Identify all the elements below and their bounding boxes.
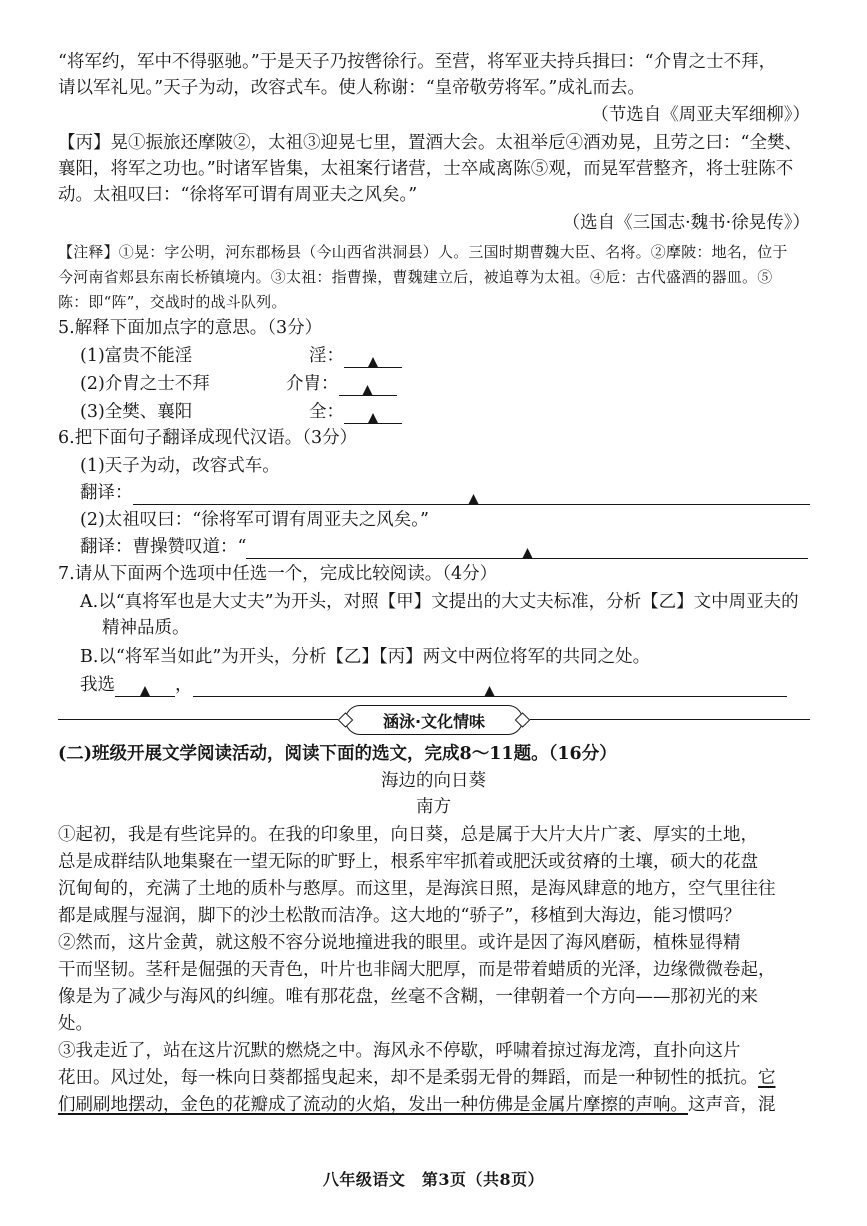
triangle-marker-icon: ▲ — [367, 410, 379, 426]
paragraph-1-line-4: 都是咸腥与湿润，脚下的沙土松散而洁净。这大地的“骄子”，移植到大海边，能习惯吗？ — [58, 906, 741, 926]
part-2-intro: (二)班级开展文学阅读活动，阅读下面的选文，完成8～11题。（16分） — [58, 744, 617, 764]
triangle-marker-icon: ▲ — [484, 683, 495, 697]
notes-line-1: 【注释】①晃：字公明，河东郡杨县（今山西省洪洞县）人。三国时期曹魏大臣、名将。②摩陂：地名，位于 — [58, 243, 788, 261]
passage-jia-line-2: 请以军礼见。”天子为动，改容式车。使人称谢：“皇帝敬劳将军。”成礼而去。 — [58, 78, 645, 98]
passage-bing-line-3: 动。太祖叹曰：“徐将军可谓有周亚夫之风矣。” — [58, 185, 418, 205]
answer-blank[interactable] — [344, 349, 402, 368]
question-5-title: 5.解释下面加点字的意思。（3分） — [58, 318, 323, 338]
q5-item-1-key: 淫： — [309, 346, 344, 366]
question-6-title: 6.把下面句子翻译成现代汉语。（3分） — [58, 428, 358, 448]
q6-translation-1-row — [58, 481, 810, 505]
section-banner — [345, 705, 523, 735]
q6-translation-2-label: 翻译：曹操赞叹道：“ — [80, 537, 247, 557]
notes-line-2: 今河南省郏县东南长桥镇境内。③太祖：指曹操，曹魏建立后，被追尊为太祖。④卮：古代盛酒的器皿。⑤ — [58, 268, 773, 286]
article-title: 海边的向日葵 — [381, 771, 486, 791]
passage-bing-line-1: 【丙】晃①振旅还摩陂②，太祖③迎晃七里，置酒大会。太祖举卮④酒劝晃，且劳之曰：“全樊、 — [58, 133, 802, 153]
banner-rule-left — [58, 719, 338, 720]
triangle-marker-icon: ▲ — [367, 354, 379, 370]
article-author: 南方 — [416, 797, 451, 817]
q6-translation-2-row — [58, 535, 810, 559]
q6-sentence-2: (2)太祖叹曰：“徐将军可谓有周亚夫之风矣。” — [80, 510, 429, 530]
page-footer: 八年级语文 第3页（共8页） — [322, 1170, 545, 1189]
triangle-marker-icon: ▲ — [139, 683, 151, 697]
section-banner-label: 涵泳·文化情味 — [382, 711, 486, 731]
answer-line[interactable] — [246, 540, 808, 559]
notes-line-3: 陈：即“阵”，交战时的战斗队列。 — [58, 293, 287, 311]
answer-blank[interactable] — [344, 405, 402, 424]
q7-option-a-line-2: 精神品质。 — [102, 618, 190, 638]
paragraph-2-line-3: 像是为了减少与海风的纠缠。唯有那花盘，丝毫不含糊，一律朝着一个方向——那初光的来 — [58, 987, 758, 1007]
source-citation-2: （选自《三国志·魏书·徐晃传》） — [562, 213, 810, 233]
passage-jia-line-1: “将军约，军中不得驱驰。”于是天子乃按辔徐行。至营，将军亚夫持兵揖曰：“介胄之士不拜， — [58, 52, 777, 72]
paragraph-2-line-4: 处。 — [58, 1014, 93, 1034]
q5-item-2-text: (2)介胄之士不拜 — [80, 374, 210, 394]
paragraph-3-line-3-tail: 这声音，混 — [688, 1095, 776, 1115]
passage-bing-line-2: 襄阳，将军之功也。”时诸军皆集，太祖案行诸营，士卒咸离陈⑤观，而晃军营整齐，将士驻陈不 — [58, 159, 794, 179]
source-citation-1: （节选自《周亚夫军细柳》） — [591, 105, 810, 125]
q5-item-3-key: 全： — [309, 402, 344, 422]
paragraph-2-line-2: 干而坚韧。茎秆是倔强的天青色，叶片也非阔大肥厚，而是带着蜡质的光泽，边缘微微卷起， — [58, 960, 776, 980]
q5-item-1-answer — [309, 344, 402, 368]
q5-item-1-text: (1)富贵不能淫 — [80, 346, 193, 366]
q7-answer-row — [58, 673, 810, 697]
paragraph-1-line-3: 沉甸甸的，充满了土地的质朴与憨厚。而这里，是海滨日照，是海风肆意的地方，空气里往往 — [58, 879, 776, 899]
q6-sentence-1: (1)天子为动，改容式车。 — [80, 456, 280, 476]
comma: ， — [175, 675, 193, 695]
q5-item-2-answer — [286, 372, 397, 396]
q5-item-3-answer — [309, 400, 402, 424]
paragraph-3-line-1: ③我走近了，站在这片沉默的燃烧之中。海风永不停歇，呼啸着掠过海龙湾，直扑向这片 — [58, 1041, 741, 1061]
underlined-sentence: 们刷刷地摆动，金色的花瓣成了流动的火焰，发出一种仿佛是金属片摩擦的声响。 — [58, 1095, 688, 1115]
q6-translation-1-label: 翻译： — [80, 483, 133, 503]
answer-blank[interactable] — [339, 377, 397, 396]
q7-option-a-line-1: A.以“真将军也是大丈夫”为开头，对照【甲】文提出的大丈夫标准，分析【乙】文中周亚夫的 — [80, 592, 799, 612]
underlined-sentence-start: 它 — [758, 1068, 776, 1088]
paragraph-2-line-1: ②然而，这片金黄，就这般不容分说地撞进我的眼里。或许是因了海风磨砺，植株显得精 — [58, 933, 741, 953]
paragraph-3-line-2 — [58, 1066, 810, 1090]
banner-rule-right — [530, 719, 810, 720]
q5-item-2-key: 介胄： — [286, 374, 339, 394]
q5-item-3-text: (3)全樊、襄阳 — [80, 402, 193, 422]
q7-option-b: B.以“将军当如此”为开头，分析【乙】【丙】两文中两位将军的共同之处。 — [80, 647, 651, 667]
question-7-title: 7.请从下面两个选项中任选一个，完成比较阅读。（4分） — [58, 564, 498, 584]
triangle-marker-icon: ▲ — [522, 545, 533, 559]
answer-line[interactable] — [193, 678, 787, 697]
paragraph-1-line-1: ①起初，我是有些诧异的。在我的印象里，向日葵，总是属于大片大片广袤、厚实的土地， — [58, 825, 758, 845]
paragraph-1-line-2: 总是成群结队地集聚在一望无际的旷野上，根系牢牢抓着或肥沃或贫瘠的土壤，硕大的花盘 — [58, 852, 758, 872]
paragraph-3-line-2-text: 花田。风过处，每一株向日葵都摇曳起来，却不是柔弱无骨的舞蹈，而是一种韧性的抵抗。 — [58, 1068, 758, 1088]
paragraph-3-line-3 — [58, 1093, 810, 1117]
answer-line[interactable] — [133, 486, 811, 505]
q7-choose-label: 我选 — [80, 675, 115, 695]
choice-blank[interactable] — [115, 678, 175, 697]
triangle-marker-icon: ▲ — [468, 491, 479, 505]
triangle-marker-icon: ▲ — [362, 382, 373, 398]
